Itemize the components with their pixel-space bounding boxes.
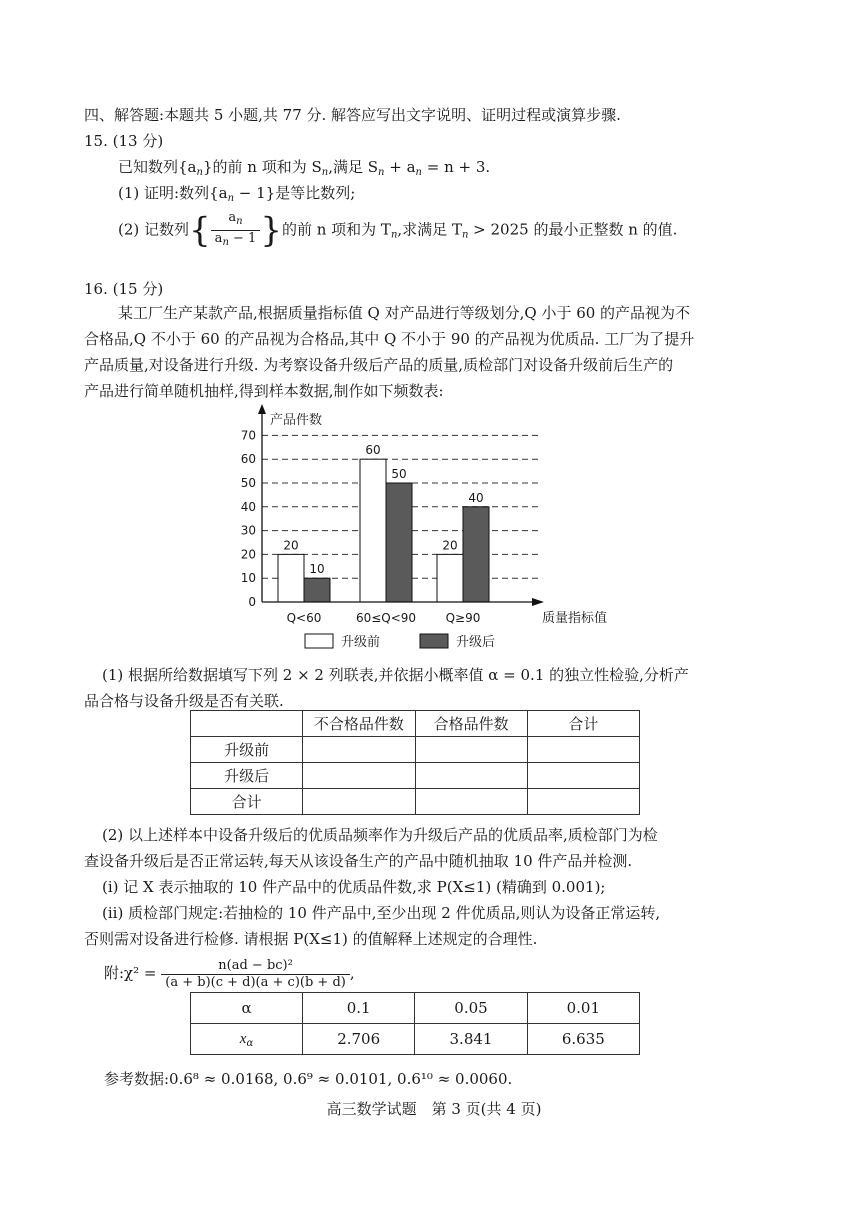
table-row: [191, 1024, 640, 1055]
table-cell: [303, 763, 415, 789]
q15-part1: (1) 证明:数列$\{a_n - 1\}$是等比数列;: [118, 184, 356, 204]
q16-part2-ii: 否则需对设备进行检修. 请根据 P(X≤1) 的值解释上述规定的合理性.: [84, 930, 538, 948]
bar: [304, 578, 330, 602]
bar: [360, 459, 386, 602]
q16-para-line: 合格品,Q 不小于 60 的产品视为合格品,其中 Q 不小于 90 的产品视为优质品. 工厂为了提升: [84, 330, 695, 348]
q15-part2: (2) 记数列{ $\frac{a_n}{a_n - 1}$ }的前 n 项和为 $T_n$,求满足 $T_n > 2025$ 的最小正整数 n 的值.: [118, 210, 678, 251]
y-axis-label: 产品件数: [270, 413, 323, 428]
table-cell: [415, 789, 527, 815]
data-label: 40: [468, 490, 484, 505]
x-tick-label: Q<60: [286, 611, 322, 625]
table-cell: 2.706: [303, 1024, 415, 1055]
y-tick-label: 60: [240, 452, 256, 467]
q16-part2-line: (2) 以上述样本中设备升级后的优质品频率作为升级后产品的优质品率,质检部门为检: [102, 826, 658, 844]
table-header: 合格品件数: [415, 711, 527, 737]
y-tick-label: 30: [240, 523, 256, 538]
q16-part1-line: (1) 根据所给数据填写下列 2 × 2 列联表,并依据小概率值 α = 0.1 的独立性检验,分析产: [102, 666, 689, 684]
table-cell: [303, 789, 415, 815]
x-axis-label: 质量指标值: [542, 611, 608, 626]
table-cell: 3.841: [415, 1024, 527, 1055]
contingency-table: [190, 710, 640, 815]
y-tick-label: 40: [240, 499, 256, 514]
q16-title: 16. (15 分): [84, 280, 164, 298]
q16-part2-line: 查设备升级后是否正常运转,每天从该设备生产的产品中随机抽取 10 件产品并检测.: [84, 852, 633, 870]
row-label: 合计: [191, 789, 303, 815]
frequency-bar-chart: [220, 400, 620, 660]
x-axis-arrow: [532, 598, 544, 606]
y-tick-label: 0: [248, 595, 256, 609]
table-cell: 0.05: [415, 993, 527, 1024]
q16-para-line: 产品质量,对设备进行升级. 为考察设备升级后产品的质量,质检部门对设备升级前后生产的: [84, 356, 674, 374]
q15-stem: 已知数列$\{a_n\}$的前 n 项和为 $S_n$,满足 $S_n + a_n = n + 3$.: [118, 158, 491, 178]
table-cell: [527, 737, 639, 763]
legend-label: 升级后: [456, 635, 496, 650]
table-cell: 0.1: [303, 993, 415, 1024]
table-row: [191, 763, 640, 789]
y-axis-arrow: [258, 404, 266, 414]
q16-para-line: 某工厂生产某款产品,根据质量指标值 Q 对产品进行等级划分,Q 小于 60 的产品视为不: [118, 304, 691, 322]
table-cell: [527, 763, 639, 789]
table-row: [191, 789, 640, 815]
data-label: 60: [365, 443, 381, 458]
table-cell: 0.01: [527, 993, 639, 1024]
row-label: 升级后: [191, 763, 303, 789]
section-header: 四、解答题:本题共 5 小题,共 77 分. 解答应写出文字说明、证明过程或演算步骤.: [84, 106, 621, 124]
q16-part2-i: (i) 记 X 表示抽取的 10 件产品中的优质品件数,求 P(X≤1) (精确到 0.001);: [102, 878, 606, 896]
table-row: [191, 737, 640, 763]
bar: [463, 507, 489, 602]
row-label: 升级前: [191, 737, 303, 763]
q16-part2-ii: (ii) 质检部门规定:若抽检的 10 件产品中,至少出现 2 件优质品,则认为设备正常运转,: [102, 904, 661, 922]
reference-data: 参考数据:0.6⁸ ≈ 0.0168, 0.6⁹ ≈ 0.0101, 0.6¹⁰ ≈ 0.0060.: [104, 1070, 513, 1088]
table-row: [191, 993, 640, 1024]
table-header: 合计: [527, 711, 639, 737]
critical-value-table: [190, 992, 640, 1055]
y-tick-label: 70: [240, 428, 256, 443]
table-header: 不合格品件数: [303, 711, 415, 737]
data-label: 20: [283, 538, 299, 553]
table-cell: $x_\alpha$: [191, 1024, 303, 1055]
chi-square-formula: 附:χ² = $\frac{\text{n(ad − bc)²}}{(a + b)(c + d)(a + c)(b + d)}$ ,: [104, 957, 355, 990]
y-tick-label: 20: [240, 547, 256, 562]
bar: [278, 554, 304, 602]
q15-title: 15. (13 分): [84, 132, 164, 150]
y-tick-label: 10: [240, 571, 256, 586]
y-tick-label: 50: [240, 476, 256, 490]
q16-para-line: 产品进行简单随机抽样,得到样本数据,制作如下频数表:: [84, 382, 444, 400]
table-cell: α: [191, 993, 303, 1024]
table-cell: [415, 737, 527, 763]
table-cell: [527, 789, 639, 815]
legend-swatch: [420, 634, 448, 648]
table-cell: [303, 737, 415, 763]
q15-fraction: $\frac{a_n}{a_n - 1}$: [211, 210, 261, 251]
data-label: 10: [309, 562, 325, 577]
legend-swatch: [305, 634, 333, 648]
x-tick-label: 60≤Q<90: [355, 611, 417, 625]
x-tick-label: Q≥90: [445, 611, 481, 625]
table-cell: [415, 763, 527, 789]
bar: [437, 554, 463, 602]
page-footer: 高三数学试题 第 3 页(共 4 页): [326, 1100, 542, 1118]
data-label: 50: [391, 467, 407, 481]
legend-label: 升级前: [341, 635, 381, 650]
table-cell: [191, 711, 303, 737]
data-label: 20: [442, 538, 458, 553]
bar: [386, 483, 412, 602]
table-row: [191, 711, 640, 737]
q16-part1-line: 品合格与设备升级是否有关联.: [84, 692, 284, 710]
table-cell: 6.635: [527, 1024, 639, 1055]
